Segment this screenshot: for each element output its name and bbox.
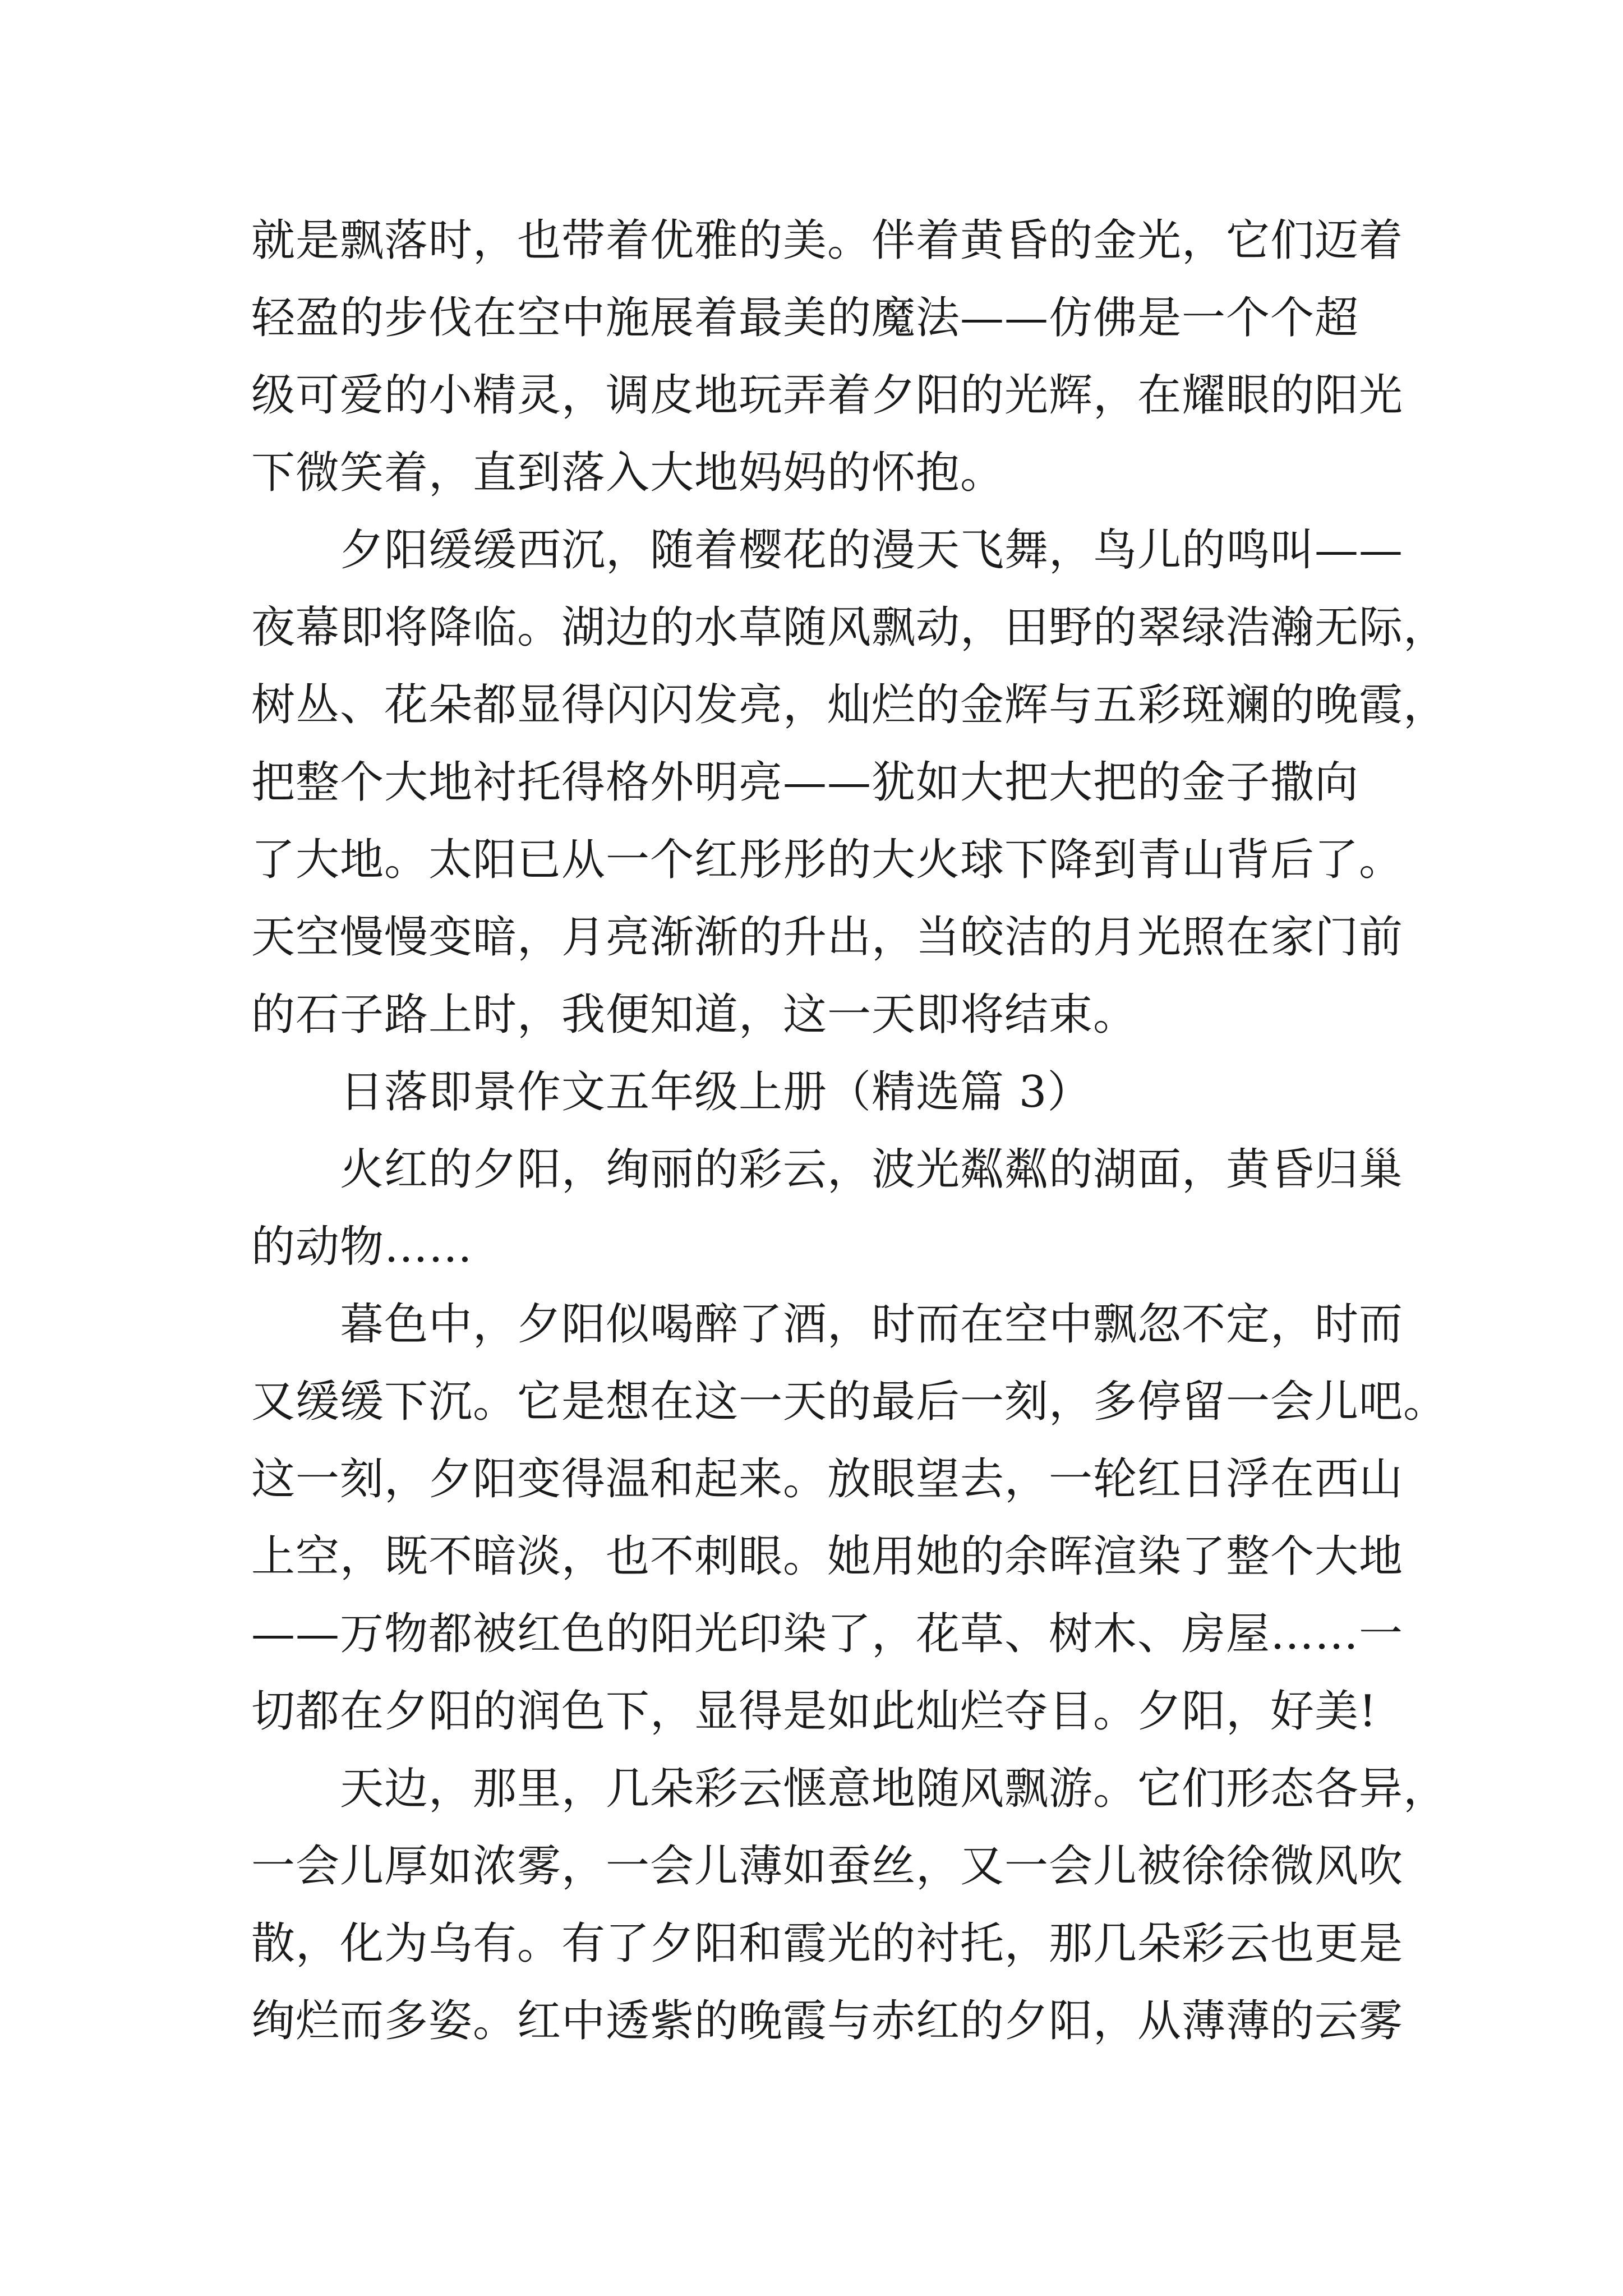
text-line: 树丛、花朵都显得闪闪发亮，灿烂的金辉与五彩斑斓的晚霞， [251, 680, 1448, 730]
text-line: 轻盈的步伐在空中施展着最美的魔法——仿佛是一个个超 [251, 293, 1359, 343]
text-line: 就是飘落时，也带着优雅的美。伴着黄昏的金光，它们迈着 [251, 215, 1404, 266]
text-line: 下微笑着，直到落入大地妈妈的怀抱。 [251, 448, 1005, 498]
document-body [251, 202, 1448, 2060]
text-line: 绚烂而多姿。红中透紫的晚霞与赤红的夕阳，从薄薄的云雾 [251, 1996, 1404, 2046]
text-line: 上空，既不暗淡，也不刺眼。她用她的余晖渲染了整个大地 [251, 1531, 1404, 1582]
text-line: 把整个大地衬托得格外明亮——犹如大把大把的金子撒向 [251, 757, 1359, 808]
text-line: 级可爱的小精灵，调皮地玩弄着夕阳的光辉，在耀眼的阳光 [251, 370, 1404, 421]
text-line: 暮色中，夕阳似喝醉了酒，时而在空中飘忽不定，时而 [340, 1299, 1404, 1350]
text-line: ——万物都被红色的阳光印染了，花草、树木、房屋……一 [251, 1609, 1404, 1659]
text-line: 切都在夕阳的润色下，显得是如此灿烂夺目。夕阳，好美! [251, 1686, 1377, 1737]
text-line: 了大地。太阳已从一个红彤彤的大火球下降到青山背后了。 [251, 835, 1404, 885]
text-line: 火红的夕阳，绚丽的彩云，波光粼粼的湖面，黄昏归巢 [340, 1144, 1404, 1195]
text-line: 这一刻，夕阳变得温和起来。放眼望去，一轮红日浮在西山 [251, 1454, 1404, 1504]
text-line: 又缓缓下沉。它是想在这一天的最后一刻，多停留一会儿吧。 [251, 1377, 1448, 1427]
text-line: 天边，那里，几朵彩云惬意地随风飘游。它们形态各异， [340, 1764, 1448, 1814]
section-heading: 日落即景作文五年级上册（精选篇 3） [340, 1067, 1092, 1117]
text-line: 天空慢慢变暗，月亮渐渐的升出，当皎洁的月光照在家门前 [251, 912, 1404, 963]
text-line: 一会儿厚如浓雾，一会儿薄如蚕丝，又一会儿被徐徐微风吹 [251, 1841, 1404, 1892]
text-line: 的石子路上时，我便知道，这一天即将结束。 [251, 990, 1138, 1040]
text-line: 的动物…… [251, 1222, 473, 1272]
text-line: 夕阳缓缓西沉，随着樱花的漫天飞舞，鸟儿的鸣叫—— [340, 525, 1404, 576]
text-line: 散，化为乌有。有了夕阳和霞光的衬托，那几朵彩云也更是 [251, 1918, 1404, 1969]
text-line: 夜幕即将降临。湖边的水草随风飘动，田野的翠绿浩瀚无际， [251, 602, 1448, 653]
